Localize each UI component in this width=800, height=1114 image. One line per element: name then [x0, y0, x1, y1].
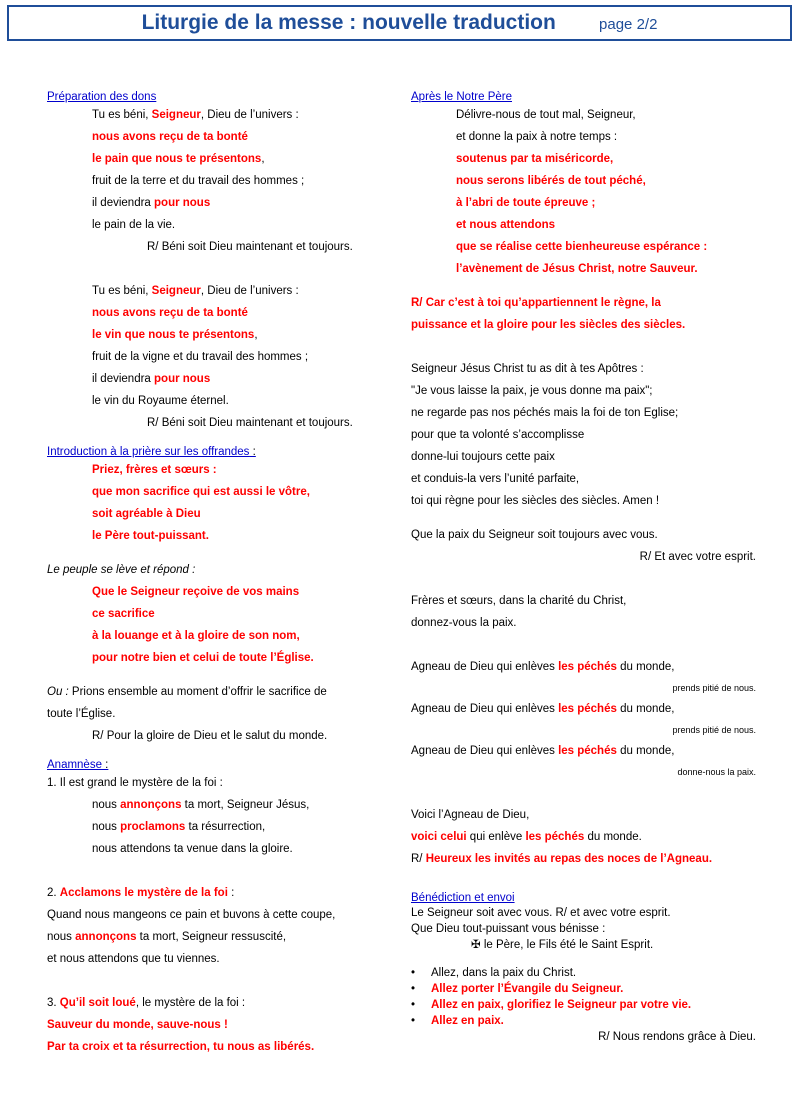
text-line: et conduis-la vers l’unité parfaite,	[411, 473, 580, 485]
text-line: Voici l’Agneau de Dieu,	[411, 809, 530, 821]
agneau-line: Agneau de Dieu qui enlèves les péchés du monde,	[411, 703, 675, 715]
text-line: ce sacrifice	[92, 608, 155, 620]
text-line: Le Seigneur soit avec vous. R/ et avec votre esprit.	[411, 907, 671, 919]
rubric-line: Le peuple se lève et répond :	[47, 564, 196, 576]
text-line: 3. Qu’il soit loué, le mystère de la foi :	[47, 997, 246, 1009]
text-line: Quand nous mangeons ce pain et buvons à cette coupe,	[47, 909, 336, 921]
response-line: R/ Béni soit Dieu maintenant et toujours.	[147, 417, 353, 429]
text-line: Que la paix du Seigneur soit toujours avec vous.	[411, 529, 658, 541]
bullet-icon: •	[411, 999, 416, 1011]
text-line: 2. Acclamons le mystère de la foi :	[47, 887, 235, 899]
bullet-icon: •	[411, 967, 416, 979]
text-line: Sauveur du monde, sauve-nous !	[47, 1019, 228, 1031]
page-header	[7, 5, 792, 41]
agneau-line: Agneau de Dieu qui enlèves les péchés du monde,	[411, 661, 675, 673]
text-line: à l’abri de toute épreuve ;	[456, 197, 596, 209]
text-line: Frères et sœurs, dans la charité du Christ,	[411, 595, 627, 607]
text-line: le pain de la vie.	[92, 219, 176, 231]
text-line: l’avènement de Jésus Christ, notre Sauveur.	[456, 263, 698, 275]
text-line: il deviendra pour nous	[92, 373, 211, 385]
heading-benediction-envoi: Bénédiction et envoi	[411, 892, 515, 904]
response-line: R/ Béni soit Dieu maintenant et toujours.	[147, 241, 353, 253]
text-line: nous attendons ta venue dans la gloire.	[92, 843, 293, 855]
bullet-icon: •	[411, 1015, 416, 1027]
text-line: Seigneur Jésus Christ tu as dit à tes Apôtres :	[411, 363, 644, 375]
text-line: et donne la paix à notre temps :	[456, 131, 618, 143]
text-line: pour que ta volonté s’accomplisse	[411, 429, 585, 441]
heading-preparation-des-dons: Préparation des dons	[47, 91, 157, 103]
page-title: Liturgie de la messe : nouvelle traduction	[141, 11, 556, 34]
text-line: le vin du Royaume éternel.	[92, 395, 229, 407]
text-line: toute l’Église.	[47, 708, 116, 720]
text-line: toi qui règne pour les siècles des siècles. Amen !	[411, 495, 660, 507]
text-line: Ou : Prions ensemble au moment d’offrir le sacrifice de	[47, 686, 327, 698]
text-line: fruit de la vigne et du travail des hommes ;	[92, 351, 309, 363]
text-line: Que le Seigneur reçoive de vos mains	[92, 586, 300, 598]
text-line: à la louange et à la gloire de son nom,	[92, 630, 300, 642]
text-line: nous annonçons ta mort, Seigneur ressuscité,	[47, 931, 287, 943]
text-line: Délivre-nous de tout mal, Seigneur,	[456, 109, 636, 121]
text-line: le Père tout-puissant.	[92, 530, 209, 542]
text-line: nous avons reçu de ta bonté	[92, 307, 248, 319]
text-line: 1. Il est grand le mystère de la foi :	[47, 777, 223, 789]
agneau-response: prends pitié de nous.	[672, 683, 756, 693]
text-line: fruit de la terre et du travail des hommes ;	[92, 175, 305, 187]
text-line: nous avons reçu de ta bonté	[92, 131, 248, 143]
agneau-response: prends pitié de nous.	[672, 725, 756, 735]
text-line: le vin que nous te présentons,	[92, 329, 258, 341]
text-line: que mon sacrifice qui est aussi le vôtre,	[92, 486, 310, 498]
text-line: "Je vous laisse la paix, je vous donne ma paix";	[411, 385, 653, 397]
agneau-response: donne-nous la paix.	[677, 767, 756, 777]
response-line: R/ Pour la gloire de Dieu et le salut du monde.	[92, 730, 328, 742]
text-line: il deviendra pour nous	[92, 197, 211, 209]
agneau-line: Agneau de Dieu qui enlèves les péchés du monde,	[411, 745, 675, 757]
heading-anamnese: Anamnèse :	[47, 759, 109, 771]
list-item: • Allez en paix, glorifiez le Seigneur par votre vie.	[411, 999, 692, 1011]
text-line: ✠ le Père, le Fils été le Saint Esprit.	[471, 939, 654, 951]
text-line: Par ta croix et ta résurrection, tu nous as libérés.	[47, 1041, 315, 1053]
text-line: Tu es béni, Seigneur, Dieu de l’univers :	[92, 109, 299, 121]
text-line: donnez-vous la paix.	[411, 617, 517, 629]
page-number: page 2/2	[599, 16, 658, 33]
text-line: Tu es béni, Seigneur, Dieu de l’univers :	[92, 285, 299, 297]
text-line: ne regarde pas nos péchés mais la foi de ton Eglise;	[411, 407, 679, 419]
list-item: • Allez porter l’Évangile du Seigneur.	[411, 983, 624, 995]
right-column	[411, 91, 756, 1045]
text-line: nous serons libérés de tout péché,	[456, 175, 646, 187]
text-line: nous annonçons ta mort, Seigneur Jésus,	[92, 799, 310, 811]
heading-introduction-priere: Introduction à la prière sur les offrandes :	[47, 446, 256, 458]
text-line: soit agréable à Dieu	[92, 508, 201, 520]
text-line: nous proclamons ta résurrection,	[92, 821, 266, 833]
text-line: donne-lui toujours cette paix	[411, 451, 555, 463]
text-line: voici celui qui enlève les péchés du monde.	[411, 831, 642, 843]
bullet-icon: •	[411, 983, 416, 995]
text-line: le pain que nous te présentons,	[92, 153, 265, 165]
response-line: R/ Et avec votre esprit.	[639, 551, 756, 563]
response-line: R/ Heureux les invités au repas des noces de l’Agneau.	[411, 853, 713, 865]
text-line: et nous attendons que tu viennes.	[47, 953, 220, 965]
text-line: et nous attendons	[456, 219, 556, 231]
heading-apres-notre-pere: Après le Notre Père	[411, 91, 512, 103]
text-line: pour notre bien et celui de toute l’Église.	[92, 652, 314, 664]
list-item: • Allez, dans la paix du Christ.	[411, 967, 577, 979]
left-column	[47, 91, 387, 1058]
text-line: que se réalise cette bienheureuse espérance :	[456, 241, 708, 253]
response-line: puissance et la gloire pour les siècles des siècles.	[411, 319, 686, 331]
text-line: Priez, frères et sœurs :	[92, 464, 217, 476]
response-line: R/ Nous rendons grâce à Dieu.	[598, 1031, 756, 1043]
text-line: soutenus par ta miséricorde,	[456, 153, 614, 165]
text-line: Que Dieu tout-puissant vous bénisse :	[411, 923, 606, 935]
response-line: R/ Car c’est à toi qu’appartiennent le règne, la	[411, 297, 661, 309]
list-item: • Allez en paix.	[411, 1015, 504, 1027]
